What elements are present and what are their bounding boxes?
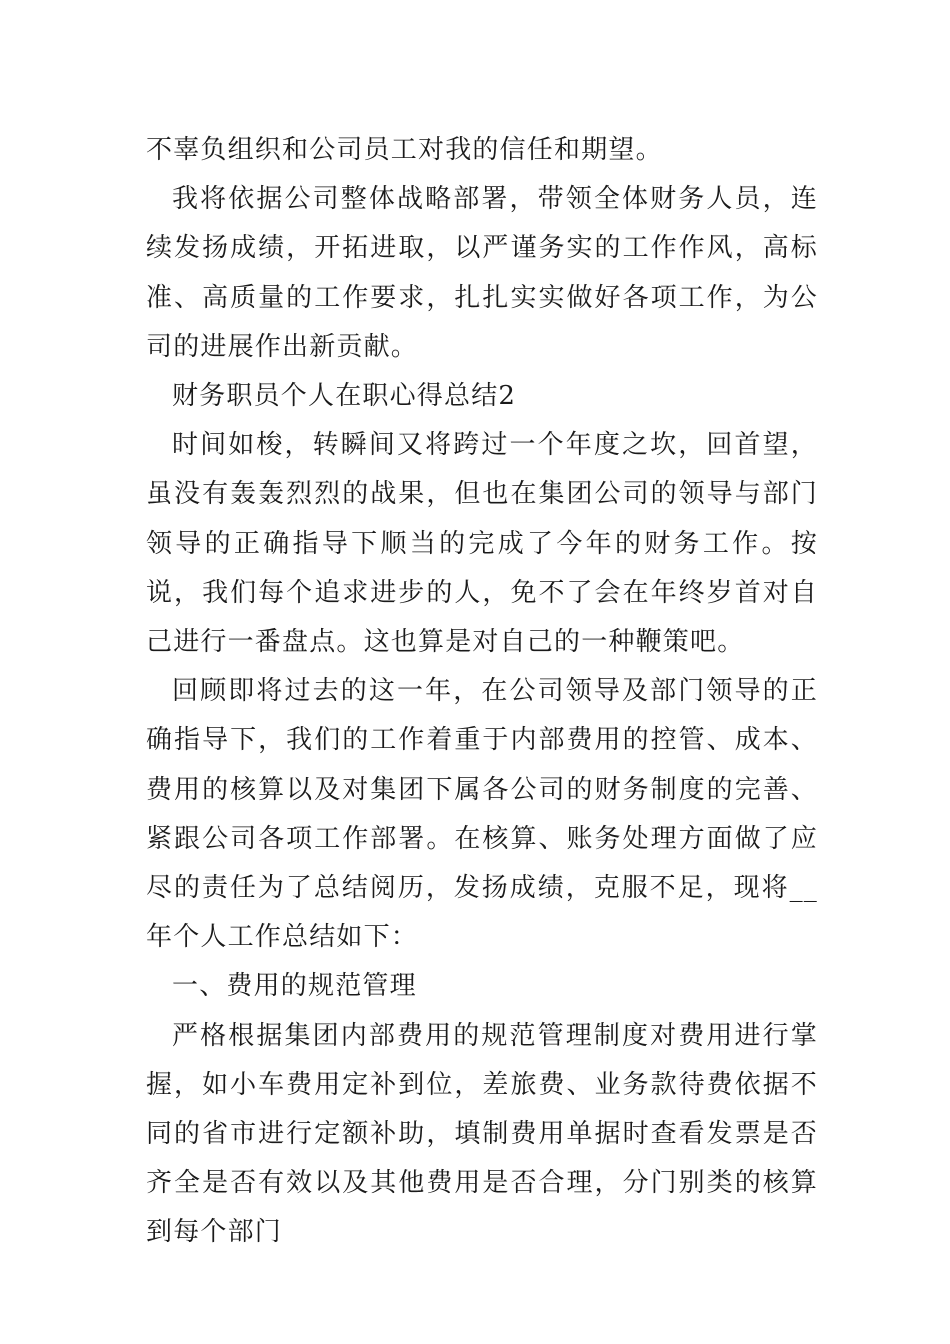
paragraph-expense-control: 严格根据集团内部费用的规范管理制度对费用进行掌握，如小车费用定补到位，差旅费、业务款待费依据不同的省市进行定额补助，填制费用单据时查看发票是否齐全是否有效以及其他费用是否合理，分门别类的核算到每个部门 [146,1020,818,1248]
paragraph-continuation: 不辜负组织和公司员工对我的信任和期望。 [146,135,663,165]
paragraph-time-review: 时间如梭，转瞬间又将跨过一个年度之坎，回首望，虽没有轰轰烈烈的战果，但也在集团公司的领导与部门领导的正确指导下顺当的完成了今年的财务工作。按说，我们每个追求进步的人，免不了会在年终岁首对自己进行一番盘点。这也算是对自己的一种鞭策吧。 [146,430,818,658]
section-title-summary-2: 财务职员个人在职心得总结2 [172,381,517,412]
paragraph-year-review: 回顾即将过去的这一年，在公司领导及部门领导的正确指导下，我们的工作着重于内部费用的控管、成本、费用的核算以及对集团下属各公司的财务制度的完善、紧跟公司各项工作部署。在核算、账务处理方面做了应尽的责任为了总结阅历，发扬成绩，克服不足，现将__年个人工作总结如下： [146,676,818,953]
document-body [146,126,818,1258]
paragraph-strategy: 我将依据公司整体战略部署，带领全体财务人员，连续发扬成绩，开拓进取，以严谨务实的工作作风，高标准、高质量的工作要求，扎扎实实做好各项工作，为公司的进展作出新贡献。 [146,184,818,362]
section-heading-expense-management: 一、费用的规范管理 [172,971,417,1002]
